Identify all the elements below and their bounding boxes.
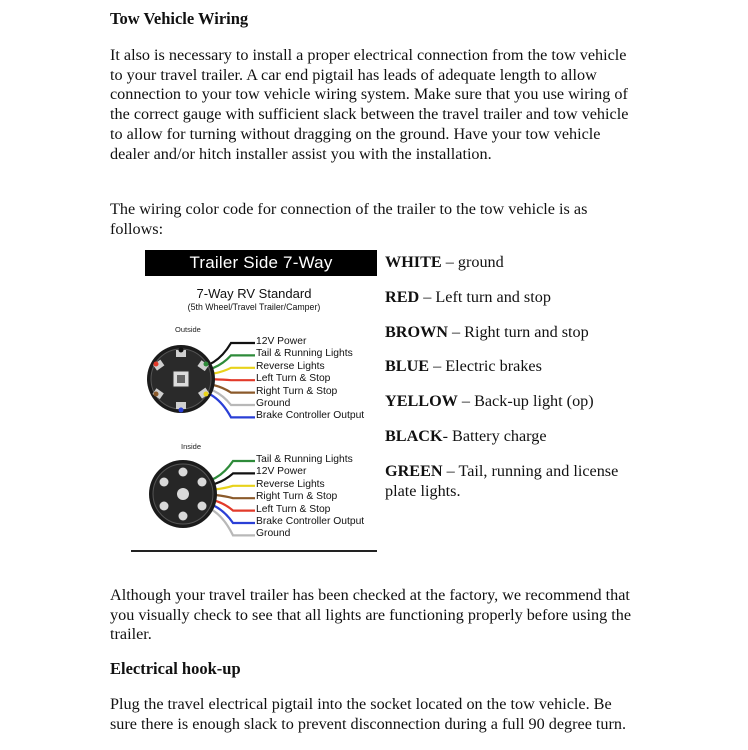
- color-code-brown: BROWN – Right turn and stop: [385, 323, 589, 341]
- color-code-black: BLACK- Battery charge: [385, 427, 547, 445]
- section-heading-electrical-hookup: Electrical hook-up: [110, 659, 241, 678]
- paragraph-hookup: Plug the travel electrical pigtail into the socket located on the tow vehicle. Be sure there is enough slack to prevent disconnection during a full 90 degree turn.: [110, 695, 627, 733]
- wire-label: Brake Controller Output: [256, 516, 365, 527]
- paragraph-intro: It also is necessary to install a proper electrical connection from the tow vehicle to your travel trailer. A car end pigtail has leads of adequate length to allow connection to your tow vehicle wiring system. Make sure that you use wiring of the correct gauge with sufficient slack between the travel trailer and tow vehicle to allow for turning without dragging on the ground. Have your tow vehicle dealer and/or hitch installer assist you with the installation.: [110, 46, 629, 163]
- wire-label: Left Turn & Stop: [256, 503, 331, 515]
- color-code-white: WHITE – ground: [385, 253, 504, 271]
- wire-label: Tail & Running Lights: [256, 348, 353, 360]
- wire-label: 12V Power: [256, 466, 307, 478]
- paragraph-color-code-intro: The wiring color code for connection of the trailer to the tow vehicle is as follows:: [110, 200, 588, 238]
- outside-view-label: Outside: [175, 325, 201, 334]
- inside-connector-plug: [149, 460, 217, 528]
- outside-connector-plug: [147, 345, 215, 413]
- color-code-red: RED – Left turn and stop: [385, 288, 551, 306]
- wire-label: Brake Controller Output: [256, 410, 365, 422]
- wire-label: Reverse Lights: [256, 478, 325, 490]
- section-heading-tow-vehicle-wiring: Tow Vehicle Wiring: [110, 9, 249, 28]
- connector-drawing: [131, 250, 377, 552]
- inside-view-label: Inside: [181, 442, 202, 451]
- wire-label: Tail & Running Lights: [256, 454, 353, 465]
- color-code-green: GREEN – Tail, running and license: [385, 462, 619, 480]
- wire-label: Right Turn & Stop: [256, 385, 338, 397]
- paragraph-factory-check: Although your travel trailer has been checked at the factory, we recommend that you visually check to see that all lights are functioning properly before using the trailer.: [110, 586, 632, 644]
- wire-label: Ground: [256, 398, 291, 409]
- color-code-blue: BLUE – Electric brakes: [385, 357, 542, 375]
- wire-label: Reverse Lights: [256, 360, 325, 372]
- trailer-7-way-wiring-diagram: [131, 250, 377, 552]
- wire-label: Right Turn & Stop: [256, 491, 338, 503]
- diagram-title: Trailer Side 7-Way: [145, 250, 377, 276]
- wire-label: 12V Power: [256, 336, 307, 347]
- wire-label: Ground: [256, 528, 291, 540]
- diagram-bottom-rule: [131, 550, 377, 552]
- color-code-green-continued: plate lights.: [385, 482, 461, 500]
- diagram-standard-title: 7-Way RV Standard: [196, 286, 312, 301]
- diagram-standard-subtitle: (5th Wheel/Travel Trailer/Camper): [187, 302, 321, 312]
- color-code-yellow: YELLOW – Back-up light (op): [385, 392, 594, 410]
- wire-label: Left Turn & Stop: [256, 373, 331, 385]
